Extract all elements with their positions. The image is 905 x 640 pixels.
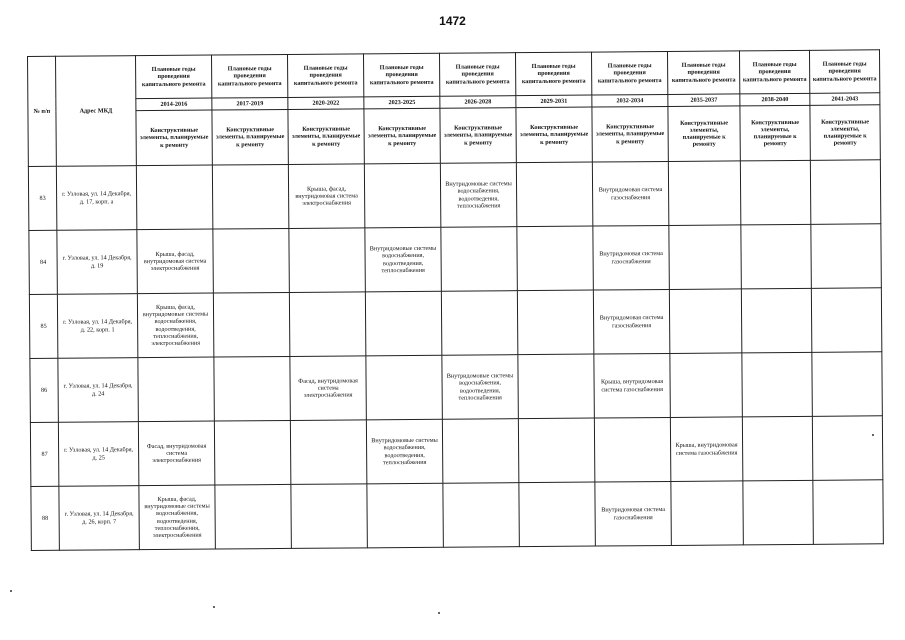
repair-elements-cell xyxy=(364,163,441,228)
repair-elements-cell: Внутридомовые системы водоснабжения, водоотведения, теплоснабжения xyxy=(365,227,442,292)
elements-header: Конструктивные элементы, планируемые к ремонту xyxy=(740,105,810,161)
elements-header: Конструктивные элементы, планируемые к ремонту xyxy=(592,106,668,162)
repair-elements-cell xyxy=(214,420,291,485)
repair-elements-cell xyxy=(213,228,290,293)
repair-elements-cell xyxy=(742,416,813,481)
period-header: 2032-2034 xyxy=(592,94,668,107)
period-header: 2014-2016 xyxy=(136,98,212,111)
repair-elements-cell xyxy=(668,161,741,226)
repair-elements-cell: Крыша, фасад, внутридомовая система электроснабжения xyxy=(137,229,214,294)
repair-elements-cell: Крыша, фасад, внутридомовые системы водоснабжения, водоотведения, теплоснабжения, электроснабжения xyxy=(139,485,216,550)
header-elements-row xyxy=(28,105,880,167)
repair-elements-cell xyxy=(742,352,813,417)
address-cell: г. Узловая, ул. 14 Декабря, д. 17, корп. а xyxy=(56,166,137,231)
repair-elements-cell xyxy=(669,289,742,354)
row-number: 84 xyxy=(29,230,58,294)
repair-elements-cell xyxy=(594,417,671,482)
scan-speck xyxy=(213,606,215,608)
planned-years-header: Плановые годы проведения капитального ремонта xyxy=(667,51,739,95)
num-header: № п/п xyxy=(28,56,57,166)
scan-speck xyxy=(10,590,12,592)
repair-elements-cell xyxy=(811,288,882,353)
elements-header: Конструктивные элементы, планируемые к ремонту xyxy=(212,109,288,165)
repair-elements-cell xyxy=(519,482,596,547)
repair-elements-cell xyxy=(290,420,367,485)
address-header: Адрес МКД xyxy=(56,56,137,167)
repair-elements-cell xyxy=(813,480,884,545)
planned-years-header: Плановые годы проведения капитального ремонта xyxy=(136,55,212,99)
repair-elements-cell xyxy=(741,288,812,353)
repair-elements-cell xyxy=(136,165,213,230)
repair-elements-cell: Крыша, внутридомовая система газоснабжения xyxy=(594,353,671,418)
period-header: 2035-2037 xyxy=(668,94,740,107)
period-header: 2023-2025 xyxy=(364,96,440,109)
planned-years-header: Плановые годы проведения капитального ремонта xyxy=(287,54,363,98)
page-number: 1472 xyxy=(439,14,466,28)
repair-elements-cell xyxy=(743,480,814,545)
repair-elements-cell xyxy=(516,162,593,227)
repair-elements-cell xyxy=(518,418,595,483)
repair-elements-cell xyxy=(366,355,443,420)
repair-elements-cell: Внутридомовая система газоснабжения xyxy=(592,161,669,226)
table-row xyxy=(30,416,882,487)
address-cell: г. Узловая, ул. 14 Декабря, д. 26, корп. 7 xyxy=(59,486,140,551)
address-cell: г. Узловая, ул. 14 Декабря, д. 24 xyxy=(58,358,139,423)
table-row xyxy=(28,160,880,231)
planned-years-header: Плановые годы проведения капитального ремонта xyxy=(739,50,809,94)
elements-header: Конструктивные элементы, планируемые к ремонту xyxy=(810,105,880,161)
repair-elements-cell xyxy=(138,357,215,422)
repair-elements-cell xyxy=(812,352,883,417)
repair-elements-cell xyxy=(441,227,518,292)
table-row xyxy=(29,288,881,359)
scan-speck xyxy=(872,434,874,436)
repair-elements-cell xyxy=(518,354,595,419)
planned-years-header: Плановые годы проведения капитального ремонта xyxy=(363,53,439,97)
row-number: 85 xyxy=(29,294,58,358)
repair-elements-cell: Внутридомовые системы водоснабжения, водоотведения, теплоснабжения xyxy=(366,419,443,484)
row-number: 86 xyxy=(30,358,59,422)
repair-elements-cell: Крыша, фасад, внутридомовая система электроснабжения xyxy=(288,164,365,229)
planned-years-header: Плановые годы проведения капитального ремонта xyxy=(515,52,591,96)
address-cell: г. Узловая, ул. 14 Декабря, д. 19 xyxy=(57,230,138,295)
table-row xyxy=(29,224,881,295)
repair-elements-cell: Внутридомовая система газоснабжения xyxy=(595,481,672,546)
repair-elements-cell xyxy=(517,290,594,355)
repair-elements-cell xyxy=(289,228,366,293)
repair-elements-cell xyxy=(289,292,366,357)
repair-elements-cell xyxy=(810,160,881,225)
repair-elements-cell xyxy=(669,225,742,290)
table-row xyxy=(30,352,882,423)
period-header: 2038-2040 xyxy=(740,93,810,106)
repair-elements-cell: Фасад, внутридомовая система электроснабжения xyxy=(290,356,367,421)
address-cell: г. Узловая, ул. 14 Декабря, д. 25 xyxy=(58,422,139,487)
repair-elements-cell xyxy=(212,164,289,229)
period-header: 2026-2028 xyxy=(440,96,516,109)
repair-elements-cell xyxy=(365,291,442,356)
elements-header: Конструктивные элементы, планируемые к ремонту xyxy=(136,110,212,166)
repair-elements-cell: Внутридомовая система газоснабжения xyxy=(593,289,670,354)
repair-elements-cell: Крыша, внутридомовая система газоснабжения xyxy=(670,417,743,482)
repair-elements-cell xyxy=(215,484,292,549)
repair-elements-cell: Фасад, внутридомовая система электроснабжения xyxy=(138,421,215,486)
table-row xyxy=(31,480,883,551)
repair-elements-cell: Внутридомовые системы водоснабжения, водоотведения, теплоснабжения xyxy=(440,163,517,228)
repair-elements-cell xyxy=(812,416,883,481)
elements-header: Конструктивные элементы, планируемые к ремонту xyxy=(516,107,592,163)
planned-years-header: Плановые годы проведения капитального ремонта xyxy=(591,51,667,95)
repair-elements-cell: Внутридомовая система газоснабжения xyxy=(593,225,670,290)
elements-header: Конструктивные элементы, планируемые к ремонту xyxy=(288,109,364,165)
row-number: 83 xyxy=(28,166,57,230)
period-header: 2029-2031 xyxy=(516,95,592,108)
elements-header: Конструктивные элементы, планируемые к ремонту xyxy=(668,106,740,162)
repair-elements-cell xyxy=(367,483,444,548)
planned-years-header: Плановые годы проведения капитального ремонта xyxy=(809,50,879,94)
elements-header: Конструктивные элементы, планируемые к ремонту xyxy=(440,108,516,164)
address-cell: г. Узловая, ул. 14 Декабря, д. 22, корп. 1 xyxy=(57,294,138,359)
table-body xyxy=(28,160,883,551)
header-years-row xyxy=(28,50,880,100)
elements-header: Конструктивные элементы, планируемые к ремонту xyxy=(364,108,440,164)
row-number: 87 xyxy=(30,422,59,486)
repair-elements-cell xyxy=(291,484,368,549)
repair-elements-cell: Крыша, фасад, внутридомовые системы водоснабжения, водоотведения, теплоснабжения, электроснабжения xyxy=(137,293,214,358)
repair-elements-cell xyxy=(740,160,811,225)
planned-years-header: Плановые годы проведения капитального ремонта xyxy=(439,53,515,97)
row-number: 88 xyxy=(31,486,60,550)
repair-elements-cell xyxy=(811,224,882,289)
repair-elements-cell xyxy=(517,226,594,291)
scan-speck xyxy=(438,612,440,614)
planned-years-header: Плановые годы проведения капитального ремонта xyxy=(211,54,287,98)
repair-elements-cell xyxy=(671,481,744,546)
repair-elements-cell xyxy=(670,353,743,418)
repair-elements-cell xyxy=(441,291,518,356)
repair-elements-cell xyxy=(741,224,812,289)
repair-schedule-table xyxy=(27,49,884,551)
repair-elements-cell: Внутридомовые системы водоснабжения, водоотведения, теплоснабжения xyxy=(442,355,519,420)
repair-elements-cell xyxy=(213,292,290,357)
repair-elements-cell xyxy=(442,419,519,484)
repair-elements-cell xyxy=(443,483,520,548)
period-header: 2020-2022 xyxy=(288,97,364,110)
period-header: 2017-2019 xyxy=(212,97,288,110)
repair-elements-cell xyxy=(214,356,291,421)
period-header: 2041-2043 xyxy=(810,93,880,106)
